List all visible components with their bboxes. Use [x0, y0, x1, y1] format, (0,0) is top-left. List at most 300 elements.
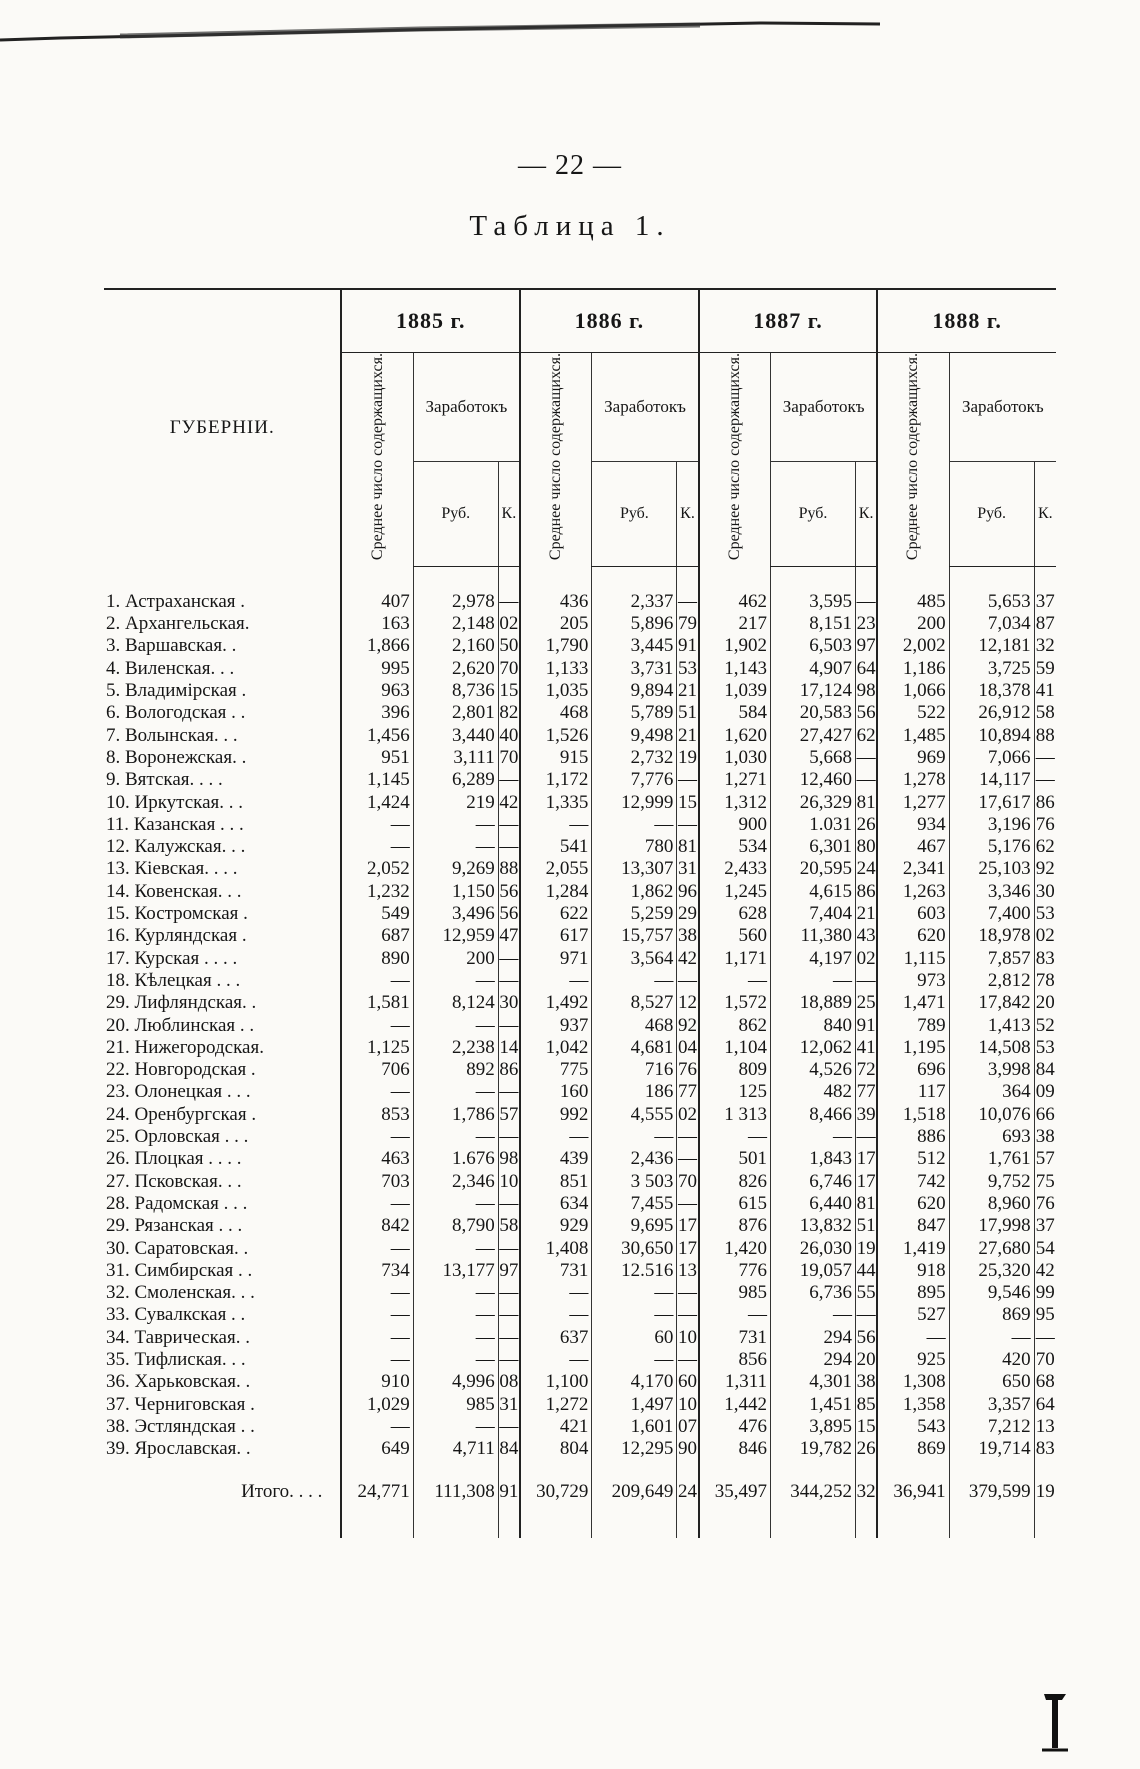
earnings-kopecks-cell: 53 [1035, 1036, 1055, 1058]
earnings-rubles-cell: 13,177 [413, 1260, 498, 1282]
region-name: 4. Виленская. . . [106, 657, 235, 679]
average-count-cell: 1,424 [341, 792, 413, 814]
earnings-kopecks-cell: 04 [678, 1036, 698, 1058]
region-name: 17. Курская . . . . [106, 947, 238, 969]
table-row [104, 970, 1056, 992]
earnings-rubles-cell: 3,895 [771, 1416, 856, 1438]
earnings-rubles-cell: 5,653 [949, 591, 1034, 613]
earnings-kopecks-cell: 07 [678, 1415, 698, 1437]
earnings-kopecks-cell: — [856, 969, 876, 991]
earnings-kopecks-cell: 26 [856, 1438, 876, 1460]
earnings-kopecks-cell: 70 [499, 746, 519, 768]
year-header: 1886 г. [520, 289, 699, 353]
table-row [104, 1215, 1056, 1237]
earnings-rubles-cell: 26,030 [771, 1238, 856, 1260]
average-count-cell: 217 [699, 613, 771, 635]
table-row [104, 814, 1056, 836]
average-count-cell: — [341, 1416, 413, 1438]
table-row [104, 1394, 1056, 1416]
earnings-rubles-cell: 12,181 [949, 635, 1034, 657]
spacer-cell [855, 566, 877, 591]
average-count-cell: — [341, 836, 413, 858]
average-count-cell: 1,308 [877, 1371, 949, 1393]
tail-cell [677, 1524, 699, 1538]
table-row [104, 858, 1056, 880]
tail-row [104, 1524, 1056, 1538]
earnings-kopecks-cell: — [678, 1192, 698, 1214]
spacer-cell [341, 566, 413, 591]
table-row [104, 1238, 1056, 1260]
total-row [104, 1460, 1056, 1524]
earnings-kopecks-cell: 80 [856, 836, 876, 858]
spacer-cell [104, 566, 341, 591]
scan-artifact-top [0, 18, 920, 44]
average-count-cell: 163 [341, 613, 413, 635]
average-count-cell: 205 [520, 613, 592, 635]
earnings-kopecks-cell: 21 [678, 724, 698, 746]
earnings-rubles-cell: 482 [771, 1081, 856, 1103]
earnings-rubles-cell: 18,378 [949, 680, 1034, 702]
average-count-cell: 910 [341, 1371, 413, 1393]
table-row [104, 613, 1056, 635]
region-name: 35. Тифлиская. . . [106, 1348, 246, 1370]
earnings-kopecks-cell: 26 [856, 813, 876, 835]
earnings-header: Заработокъ [949, 353, 1056, 462]
rubles-header: Руб. [771, 461, 856, 566]
table-row [104, 1193, 1056, 1215]
earnings-kopecks-cell: 51 [856, 1215, 876, 1237]
earnings-rubles-cell: 5,176 [949, 836, 1034, 858]
earnings-rubles-cell: 186 [592, 1081, 677, 1103]
average-count-cell: 776 [699, 1260, 771, 1282]
earnings-kopecks-cell: 56 [856, 1326, 876, 1348]
region-name: 32. Смоленская. . . [106, 1282, 255, 1304]
average-count-cell: 886 [877, 1126, 949, 1148]
average-count-cell: 36,941 [877, 1460, 949, 1524]
earnings-kopecks-cell: 32 [1035, 635, 1055, 657]
region-name: 38. Эстляндская . . [106, 1415, 255, 1437]
earnings-kopecks-cell: — [499, 1192, 519, 1214]
average-count-cell: 963 [341, 680, 413, 702]
average-count-cell: 1,442 [699, 1394, 771, 1416]
earnings-kopecks-cell: 38 [1035, 1126, 1055, 1148]
table-row [104, 1148, 1056, 1170]
spacer-cell [949, 566, 1034, 591]
average-count-label: Среднее число содержащихся. [904, 353, 922, 561]
earnings-kopecks-cell: 53 [1035, 903, 1055, 925]
region-name: 7. Волынская. . . [106, 724, 238, 746]
earnings-kopecks-cell: 10 [499, 1170, 519, 1192]
earnings-rubles-cell: 12,460 [771, 769, 856, 791]
average-count-cell: 512 [877, 1148, 949, 1170]
earnings-kopecks-cell: — [499, 969, 519, 991]
earnings-kopecks-cell: 56 [499, 880, 519, 902]
average-count-cell: 1,526 [520, 725, 592, 747]
average-count-cell: 603 [877, 903, 949, 925]
average-count-cell: — [341, 1238, 413, 1260]
earnings-rubles-cell: 2,436 [592, 1148, 677, 1170]
earnings-kopecks-cell: 81 [856, 791, 876, 813]
earnings-rubles-cell: 1,413 [949, 1015, 1034, 1037]
earnings-rubles-cell: 4,301 [771, 1371, 856, 1393]
earnings-kopecks-cell: 88 [1035, 724, 1055, 746]
earnings-rubles-cell: 3,111 [413, 747, 498, 769]
region-name: 16. Курляндская . [106, 925, 247, 947]
region-name: 28. Радомская . . . [106, 1192, 248, 1214]
average-count-cell: — [699, 1304, 771, 1326]
table-row [104, 1327, 1056, 1349]
average-count-label: Среднее число содержащихся. [368, 353, 386, 561]
region-name: 3. Варшавская. . [106, 635, 237, 657]
earnings-kopecks-cell: — [499, 769, 519, 791]
average-count-cell: 1,104 [699, 1037, 771, 1059]
earnings-rubles-cell: — [592, 1304, 677, 1326]
earnings-rubles-cell: 18,889 [771, 992, 856, 1014]
earnings-kopecks-cell: 70 [1035, 1348, 1055, 1370]
earnings-kopecks-cell: — [856, 1126, 876, 1148]
earnings-header: Заработокъ [771, 353, 878, 462]
spacer-cell [877, 566, 949, 591]
earnings-kopecks-cell: 91 [678, 635, 698, 657]
average-count-cell: — [341, 1304, 413, 1326]
average-count-cell: 1,143 [699, 658, 771, 680]
earnings-rubles-cell: 25,320 [949, 1260, 1034, 1282]
average-count-cell: — [341, 1327, 413, 1349]
earnings-rubles-cell: 4,615 [771, 881, 856, 903]
earnings-kopecks-cell: — [1035, 746, 1055, 768]
earnings-kopecks-cell: 02 [1035, 925, 1055, 947]
table-row [104, 925, 1056, 947]
earnings-kopecks-cell: 83 [1035, 947, 1055, 969]
earnings-kopecks-cell: 97 [499, 1259, 519, 1281]
average-count-cell: 1,263 [877, 881, 949, 903]
average-count-cell: 1,312 [699, 792, 771, 814]
region-name: 21. Нижегородская. [106, 1036, 264, 1058]
average-count-cell: 851 [520, 1171, 592, 1193]
earnings-kopecks-cell: — [499, 1126, 519, 1148]
average-count-cell: 929 [520, 1215, 592, 1237]
earnings-kopecks-cell: 72 [856, 1059, 876, 1081]
average-count-cell: — [520, 814, 592, 836]
average-count-cell: 1,572 [699, 992, 771, 1014]
table-row [104, 1416, 1056, 1438]
average-count-cell: 992 [520, 1104, 592, 1126]
average-count-cell: 1,232 [341, 881, 413, 903]
earnings-kopecks-cell: — [678, 969, 698, 991]
earnings-rubles-cell: 10,894 [949, 725, 1034, 747]
region-name: 31. Симбирская . . [106, 1259, 253, 1281]
earnings-kopecks-cell: 79 [678, 613, 698, 635]
average-count-cell: 467 [877, 836, 949, 858]
earnings-rubles-cell: 14,508 [949, 1037, 1034, 1059]
region-name: 36. Харьковская. . [106, 1371, 251, 1393]
average-count-cell: 407 [341, 591, 413, 613]
earnings-kopecks-cell: 57 [1035, 1148, 1055, 1170]
earnings-rubles-cell: — [413, 1327, 498, 1349]
earnings-rubles-cell: 7,034 [949, 613, 1034, 635]
region-name: 13. Кіевская. . . . [106, 858, 238, 880]
earnings-kopecks-cell: 24 [856, 858, 876, 880]
average-count-cell: — [341, 1126, 413, 1148]
earnings-rubles-cell: 19,782 [771, 1438, 856, 1460]
earnings-rubles-cell: 3,564 [592, 948, 677, 970]
earnings-kopecks-cell: 87 [1035, 613, 1055, 635]
average-count-cell: 584 [699, 702, 771, 724]
earnings-rubles-cell: 3,196 [949, 814, 1034, 836]
table-row [104, 1037, 1056, 1059]
table-row [104, 635, 1056, 657]
average-count-cell: 918 [877, 1260, 949, 1282]
average-count-label: Среднее число содержащихся. [547, 353, 565, 561]
earnings-rubles-cell: 13,832 [771, 1215, 856, 1237]
earnings-rubles-cell: 2,238 [413, 1037, 498, 1059]
earnings-rubles-cell: 2,732 [592, 747, 677, 769]
earnings-rubles-cell: 869 [949, 1304, 1034, 1326]
average-count-cell: 1,039 [699, 680, 771, 702]
earnings-rubles-cell: — [413, 1081, 498, 1103]
average-count-cell: — [699, 970, 771, 992]
earnings-rubles-cell: — [413, 1126, 498, 1148]
earnings-kopecks-cell: 17 [856, 1148, 876, 1170]
average-count-cell: 2,055 [520, 858, 592, 880]
average-count-cell: 1,035 [520, 680, 592, 702]
table-row [104, 680, 1056, 702]
region-name: 5. Владимірская . [106, 680, 247, 702]
earnings-rubles-cell: 4,711 [413, 1438, 498, 1460]
average-count-cell: 856 [699, 1349, 771, 1371]
average-count-cell: 1,408 [520, 1238, 592, 1260]
earnings-kopecks-cell: 09 [1035, 1081, 1055, 1103]
average-count-header [520, 353, 592, 567]
earnings-rubles-cell: 11,380 [771, 925, 856, 947]
average-count-cell: 1,471 [877, 992, 949, 1014]
earnings-rubles-cell: 2,337 [592, 591, 677, 613]
earnings-kopecks-cell: 81 [856, 1192, 876, 1214]
average-count-cell: 1,311 [699, 1371, 771, 1393]
earnings-rubles-cell: 12.516 [592, 1260, 677, 1282]
average-count-cell: — [877, 1327, 949, 1349]
earnings-kopecks-cell: 12 [678, 992, 698, 1014]
average-count-cell: — [341, 1015, 413, 1037]
earnings-kopecks-cell: 91 [498, 1460, 520, 1524]
table-row [104, 836, 1056, 858]
earnings-rubles-cell: 344,252 [771, 1460, 856, 1524]
statistics-table-container [104, 288, 1056, 1538]
region-name: 25. Орловская . . . [106, 1126, 249, 1148]
average-count-cell: 862 [699, 1015, 771, 1037]
average-count-cell: — [341, 814, 413, 836]
earnings-rubles-cell: 364 [949, 1081, 1034, 1103]
table-row [104, 1171, 1056, 1193]
earnings-kopecks-cell: — [499, 590, 519, 612]
earnings-rubles-cell: 5,789 [592, 702, 677, 724]
earnings-kopecks-cell: 86 [856, 880, 876, 902]
earnings-kopecks-cell: 58 [499, 1215, 519, 1237]
average-count-cell: 463 [341, 1148, 413, 1170]
scan-artifact-corner [1040, 1690, 1070, 1754]
earnings-kopecks-cell: 88 [499, 858, 519, 880]
earnings-rubles-cell: 2,812 [949, 970, 1034, 992]
earnings-rubles-cell: 8,124 [413, 992, 498, 1014]
average-count-cell: 1,186 [877, 658, 949, 680]
earnings-kopecks-cell: 32 [855, 1460, 877, 1524]
earnings-kopecks-cell: 13 [678, 1259, 698, 1281]
earnings-rubles-cell: 2,160 [413, 635, 498, 657]
average-count-cell: 925 [877, 1349, 949, 1371]
earnings-rubles-cell: 3 503 [592, 1171, 677, 1193]
average-count-cell: 789 [877, 1015, 949, 1037]
earnings-kopecks-cell: — [678, 1126, 698, 1148]
earnings-kopecks-cell: 70 [678, 1170, 698, 1192]
spacer-cell [520, 566, 592, 591]
rubles-header: Руб. [413, 461, 498, 566]
average-count-cell: 1,456 [341, 725, 413, 747]
average-count-cell: 969 [877, 747, 949, 769]
average-count-cell: 1,133 [520, 658, 592, 680]
earnings-kopecks-cell: 21 [856, 903, 876, 925]
earnings-kopecks-cell: 52 [1035, 1014, 1055, 1036]
region-name: 30. Саратовская. . [106, 1237, 249, 1259]
earnings-rubles-cell: 5,668 [771, 747, 856, 769]
average-count-cell: — [520, 1126, 592, 1148]
average-count-cell: — [520, 1304, 592, 1326]
earnings-kopecks-cell: — [499, 947, 519, 969]
earnings-rubles-cell: 7,212 [949, 1416, 1034, 1438]
average-count-cell: 637 [520, 1327, 592, 1349]
average-count-cell: — [341, 1349, 413, 1371]
table-row [104, 1104, 1056, 1126]
earnings-kopecks-cell: 25 [856, 992, 876, 1014]
table-row [104, 1371, 1056, 1393]
earnings-rubles-cell: — [771, 970, 856, 992]
earnings-rubles-cell: 1,497 [592, 1394, 677, 1416]
earnings-rubles-cell: 3,440 [413, 725, 498, 747]
earnings-kopecks-cell: 82 [499, 702, 519, 724]
earnings-kopecks-cell: 70 [499, 657, 519, 679]
table-row [104, 1126, 1056, 1148]
table-title: Таблица 1. [469, 210, 671, 242]
earnings-rubles-cell: 4,170 [592, 1371, 677, 1393]
earnings-kopecks-cell: 19 [856, 1237, 876, 1259]
earnings-kopecks-cell: 44 [856, 1259, 876, 1281]
average-count-cell: 1,277 [877, 792, 949, 814]
region-name: 29. Рязанская . . . [106, 1215, 243, 1237]
region-name: Итого. . . . [241, 1481, 323, 1503]
earnings-kopecks-cell: 31 [678, 858, 698, 880]
earnings-rubles-cell: 3,496 [413, 903, 498, 925]
earnings-rubles-cell: 6,746 [771, 1171, 856, 1193]
average-count-cell: — [341, 1282, 413, 1304]
average-count-cell: 200 [877, 613, 949, 635]
earnings-kopecks-cell: 76 [1035, 1192, 1055, 1214]
earnings-rubles-cell: 25,103 [949, 858, 1034, 880]
earnings-kopecks-cell: 42 [1035, 1259, 1055, 1281]
earnings-rubles-cell: 17,617 [949, 792, 1034, 814]
average-count-cell: 775 [520, 1059, 592, 1081]
spacer-row [104, 566, 1056, 591]
region-name: 12. Калужская. . . [106, 836, 246, 858]
table-row [104, 792, 1056, 814]
earnings-kopecks-cell: 20 [1035, 992, 1055, 1014]
average-count-cell: — [341, 1193, 413, 1215]
earnings-kopecks-cell: 02 [499, 613, 519, 635]
earnings-kopecks-cell: 37 [1035, 590, 1055, 612]
spacer-cell [771, 566, 856, 591]
spacer-cell [498, 566, 520, 591]
earnings-kopecks-cell: 56 [499, 903, 519, 925]
average-count-cell: 1,029 [341, 1394, 413, 1416]
earnings-rubles-cell: 7,066 [949, 747, 1034, 769]
earnings-kopecks-cell: 02 [678, 1103, 698, 1125]
earnings-rubles-cell: 6,301 [771, 836, 856, 858]
average-count-cell: 1,419 [877, 1238, 949, 1260]
tail-cell [592, 1524, 677, 1538]
average-count-cell: 1,245 [699, 881, 771, 903]
kopecks-header: К. [1034, 461, 1056, 566]
average-count-cell: 615 [699, 1193, 771, 1215]
average-count-cell: 1,492 [520, 992, 592, 1014]
average-count-cell: 617 [520, 925, 592, 947]
average-count-cell: 731 [520, 1260, 592, 1282]
average-count-cell: 541 [520, 836, 592, 858]
average-count-cell: 117 [877, 1081, 949, 1103]
average-count-cell: 2,052 [341, 858, 413, 880]
earnings-kopecks-cell: 59 [1035, 657, 1055, 679]
earnings-rubles-cell: 219 [413, 792, 498, 814]
average-count-cell: 804 [520, 1438, 592, 1460]
earnings-kopecks-cell: 15 [856, 1415, 876, 1437]
earnings-rubles-cell: 1,601 [592, 1416, 677, 1438]
earnings-rubles-cell: 1,843 [771, 1148, 856, 1170]
earnings-header: Заработокъ [592, 353, 699, 462]
average-count-cell: 620 [877, 1193, 949, 1215]
region-name: 27. Псковская. . . [106, 1170, 242, 1192]
earnings-rubles-cell: 4,526 [771, 1059, 856, 1081]
region-name: 14. Ковенская. . . [106, 880, 242, 902]
average-count-cell: 436 [520, 591, 592, 613]
earnings-rubles-cell: — [949, 1327, 1034, 1349]
earnings-rubles-cell: 379,599 [949, 1460, 1034, 1524]
region-name: 23. Олонецкая . . . [106, 1081, 251, 1103]
table-row [104, 1282, 1056, 1304]
earnings-rubles-cell: 5,896 [592, 613, 677, 635]
table-row [104, 948, 1056, 970]
earnings-rubles-cell: 12,295 [592, 1438, 677, 1460]
earnings-rubles-cell: — [592, 1282, 677, 1304]
table-row [104, 769, 1056, 791]
earnings-rubles-cell: 60 [592, 1327, 677, 1349]
average-count-header [341, 353, 413, 567]
earnings-rubles-cell: 650 [949, 1371, 1034, 1393]
earnings-rubles-cell: 6,289 [413, 769, 498, 791]
earnings-kopecks-cell: 84 [499, 1438, 519, 1460]
earnings-rubles-cell: — [413, 970, 498, 992]
earnings-kopecks-cell: 85 [856, 1393, 876, 1415]
earnings-kopecks-cell: 41 [856, 1036, 876, 1058]
earnings-rubles-cell: 4,555 [592, 1104, 677, 1126]
earnings-rubles-cell: 2,346 [413, 1171, 498, 1193]
earnings-kopecks-cell: 39 [856, 1103, 876, 1125]
kopecks-header: К. [855, 461, 877, 566]
earnings-kopecks-cell: 91 [856, 1014, 876, 1036]
earnings-rubles-cell: 5,259 [592, 903, 677, 925]
average-count-cell: 853 [341, 1104, 413, 1126]
earnings-kopecks-cell: 38 [678, 925, 698, 947]
average-count-cell: 634 [520, 1193, 592, 1215]
average-count-cell: 734 [341, 1260, 413, 1282]
average-count-cell: 934 [877, 814, 949, 836]
earnings-rubles-cell: — [413, 1282, 498, 1304]
